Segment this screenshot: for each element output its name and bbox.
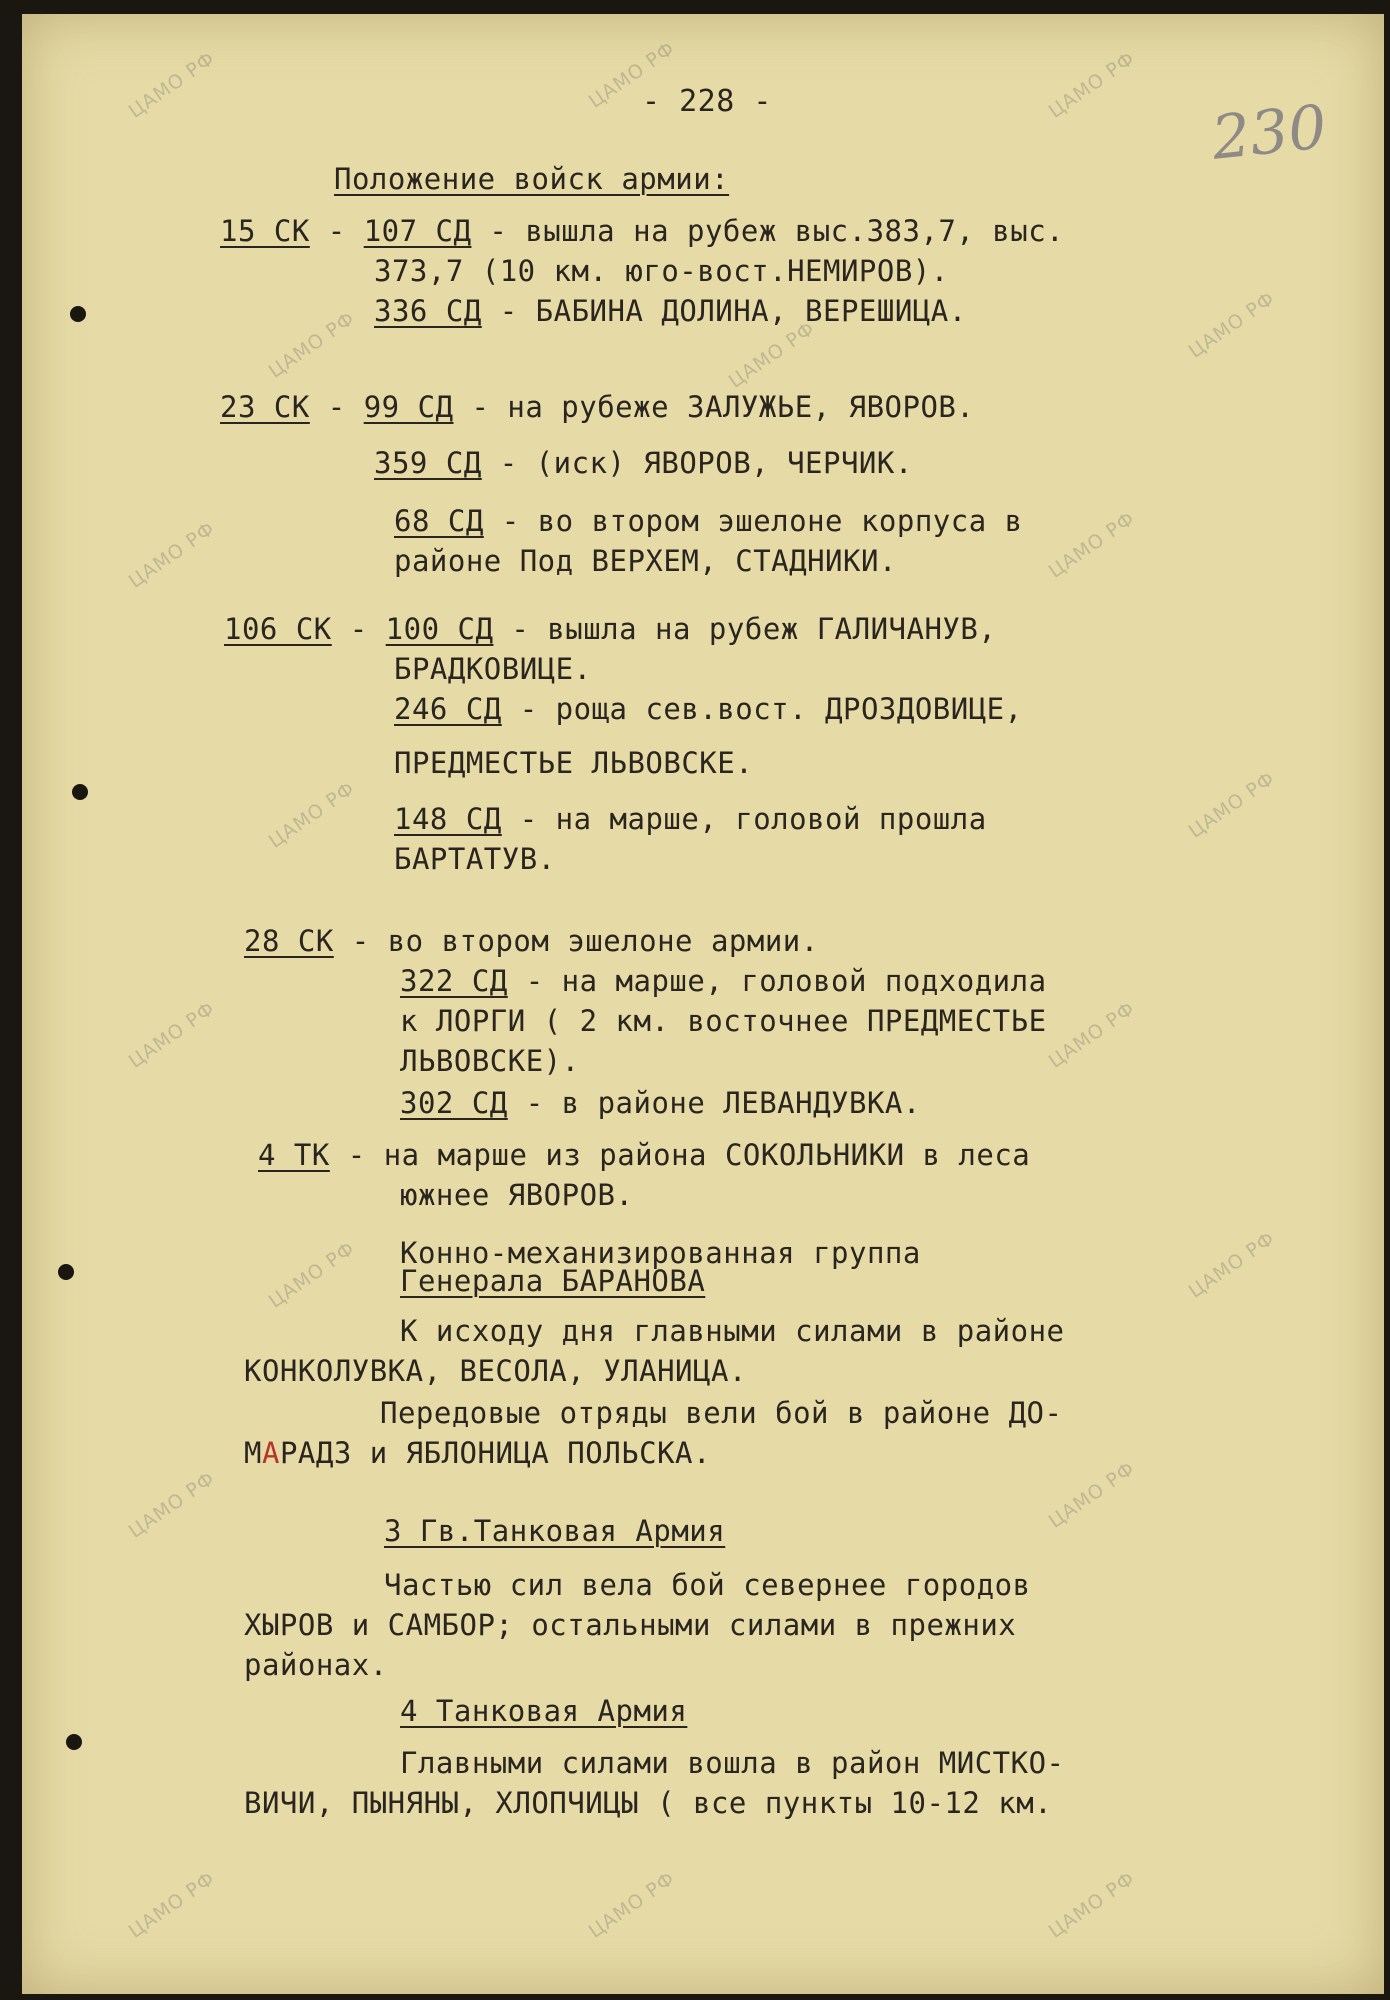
- text-line: районах.: [244, 1648, 388, 1682]
- document-page: [22, 14, 1384, 1994]
- text-line: 322 СД - на марше, головой подходила: [400, 964, 1047, 998]
- watermark: ЦАМО РФ: [1184, 1227, 1280, 1303]
- text-line: 359 СД - (иск) ЯВОРОВ, ЧЕРЧИК.: [374, 446, 913, 480]
- text-line: 336 СД - БАБИНА ДОЛИНА, ВЕРЕШИЦА.: [374, 294, 967, 328]
- watermark: ЦАМО РФ: [1184, 767, 1280, 843]
- text-line: 28 СК - во втором эшелоне армии.: [244, 924, 819, 958]
- text-line: ВИЧИ, ПЫНЯНЫ, ХЛОПЧИЦЫ ( все пункты 10-12 км.: [244, 1786, 1053, 1820]
- text-line: Частью сил вела бой севернее городов: [384, 1568, 1031, 1602]
- text-line: 23 СК - 99 СД - на рубеже ЗАЛУЖЬЕ, ЯВОРОВ.: [220, 390, 975, 424]
- subheading: 4 Танковая Армия: [400, 1694, 688, 1728]
- text-line: КОНКОЛУВКА, ВЕСОЛА, УЛАНИЦА.: [244, 1354, 747, 1388]
- text-line: 4 ТК - на марше из района СОКОЛЬНИКИ в леса: [258, 1138, 1031, 1172]
- watermark: ЦАМО РФ: [584, 37, 680, 113]
- text-line: 68 СД - во втором эшелоне корпуса в: [394, 504, 1023, 538]
- text-line: Передовые отряды вели бой в районе ДО-: [380, 1396, 1063, 1430]
- text-line: к ЛОРГИ ( 2 км. восточнее ПРЕДМЕСТЬЕ: [400, 1004, 1047, 1038]
- watermark: ЦАМО РФ: [124, 517, 220, 593]
- text-line: районе Под ВЕРХЕМ, СТАДНИКИ.: [394, 544, 897, 578]
- text-line: К исходу дня главными силами в районе: [400, 1314, 1065, 1348]
- watermark: ЦАМО РФ: [724, 317, 820, 393]
- text-line: южнее ЯВОРОВ.: [400, 1178, 634, 1212]
- watermark: ЦАМО РФ: [124, 1867, 220, 1943]
- watermark: ЦАМО РФ: [124, 997, 220, 1073]
- subheading: 3 Гв.Танковая Армия: [384, 1514, 726, 1548]
- binder-hole: [72, 784, 88, 800]
- text-line: 106 СК - 100 СД - вышла на рубеж ГАЛИЧАНУВ,: [224, 612, 997, 646]
- section-heading: Положение войск армии:: [334, 162, 730, 196]
- text-line: 15 СК - 107 СД - вышла на рубеж выс.383,7, выс.: [220, 214, 1065, 248]
- text-line: 246 СД - роща сев.вост. ДРОЗДОВИЦЕ,: [394, 692, 1023, 726]
- text-line: 148 СД - на марше, головой прошла: [394, 802, 987, 836]
- text-line: ХЫРОВ и САМБОР; остальными силами в прежних: [244, 1608, 1017, 1642]
- watermark: ЦАМО РФ: [584, 1867, 680, 1943]
- watermark: ЦАМО РФ: [124, 47, 220, 123]
- subheading: Генерала БАРАНОВА: [400, 1264, 706, 1298]
- watermark: ЦАМО РФ: [1044, 1867, 1140, 1943]
- text-line: БАРТАТУВ.: [394, 842, 556, 876]
- page-number: - 228 -: [642, 84, 772, 119]
- archive-page-number: 230: [1208, 92, 1330, 174]
- text-line: МАРАДЗ и ЯБЛОНИЦА ПОЛЬСКА.: [244, 1436, 711, 1470]
- text-line: ПРЕДМЕСТЬЕ ЛЬВОВСКЕ.: [394, 746, 754, 780]
- binder-hole: [58, 1264, 74, 1280]
- watermark: ЦАМО РФ: [264, 1237, 360, 1313]
- text-line: БРАДКОВИЦЕ.: [394, 652, 592, 686]
- watermark: ЦАМО РФ: [124, 1467, 220, 1543]
- text-line: 302 СД - в районе ЛЕВАНДУВКА.: [400, 1086, 921, 1120]
- text-line: 373,7 (10 км. юго-вост.НЕМИРОВ).: [374, 254, 949, 288]
- watermark: ЦАМО РФ: [1044, 507, 1140, 583]
- subheading: Конно-механизированная группа: [400, 1236, 921, 1270]
- watermark: ЦАМО РФ: [1184, 287, 1280, 363]
- binder-hole: [66, 1734, 82, 1750]
- watermark: ЦАМО РФ: [1044, 47, 1140, 123]
- watermark: ЦАМО РФ: [264, 307, 360, 383]
- watermark: ЦАМО РФ: [1044, 1457, 1140, 1533]
- watermark: ЦАМО РФ: [1044, 997, 1140, 1073]
- watermark: ЦАМО РФ: [264, 777, 360, 853]
- text-line: Главными силами вошла в район МИСТКО-: [400, 1746, 1065, 1780]
- binder-hole: [70, 306, 86, 322]
- text-line: ЛЬВОВСКЕ).: [400, 1044, 580, 1078]
